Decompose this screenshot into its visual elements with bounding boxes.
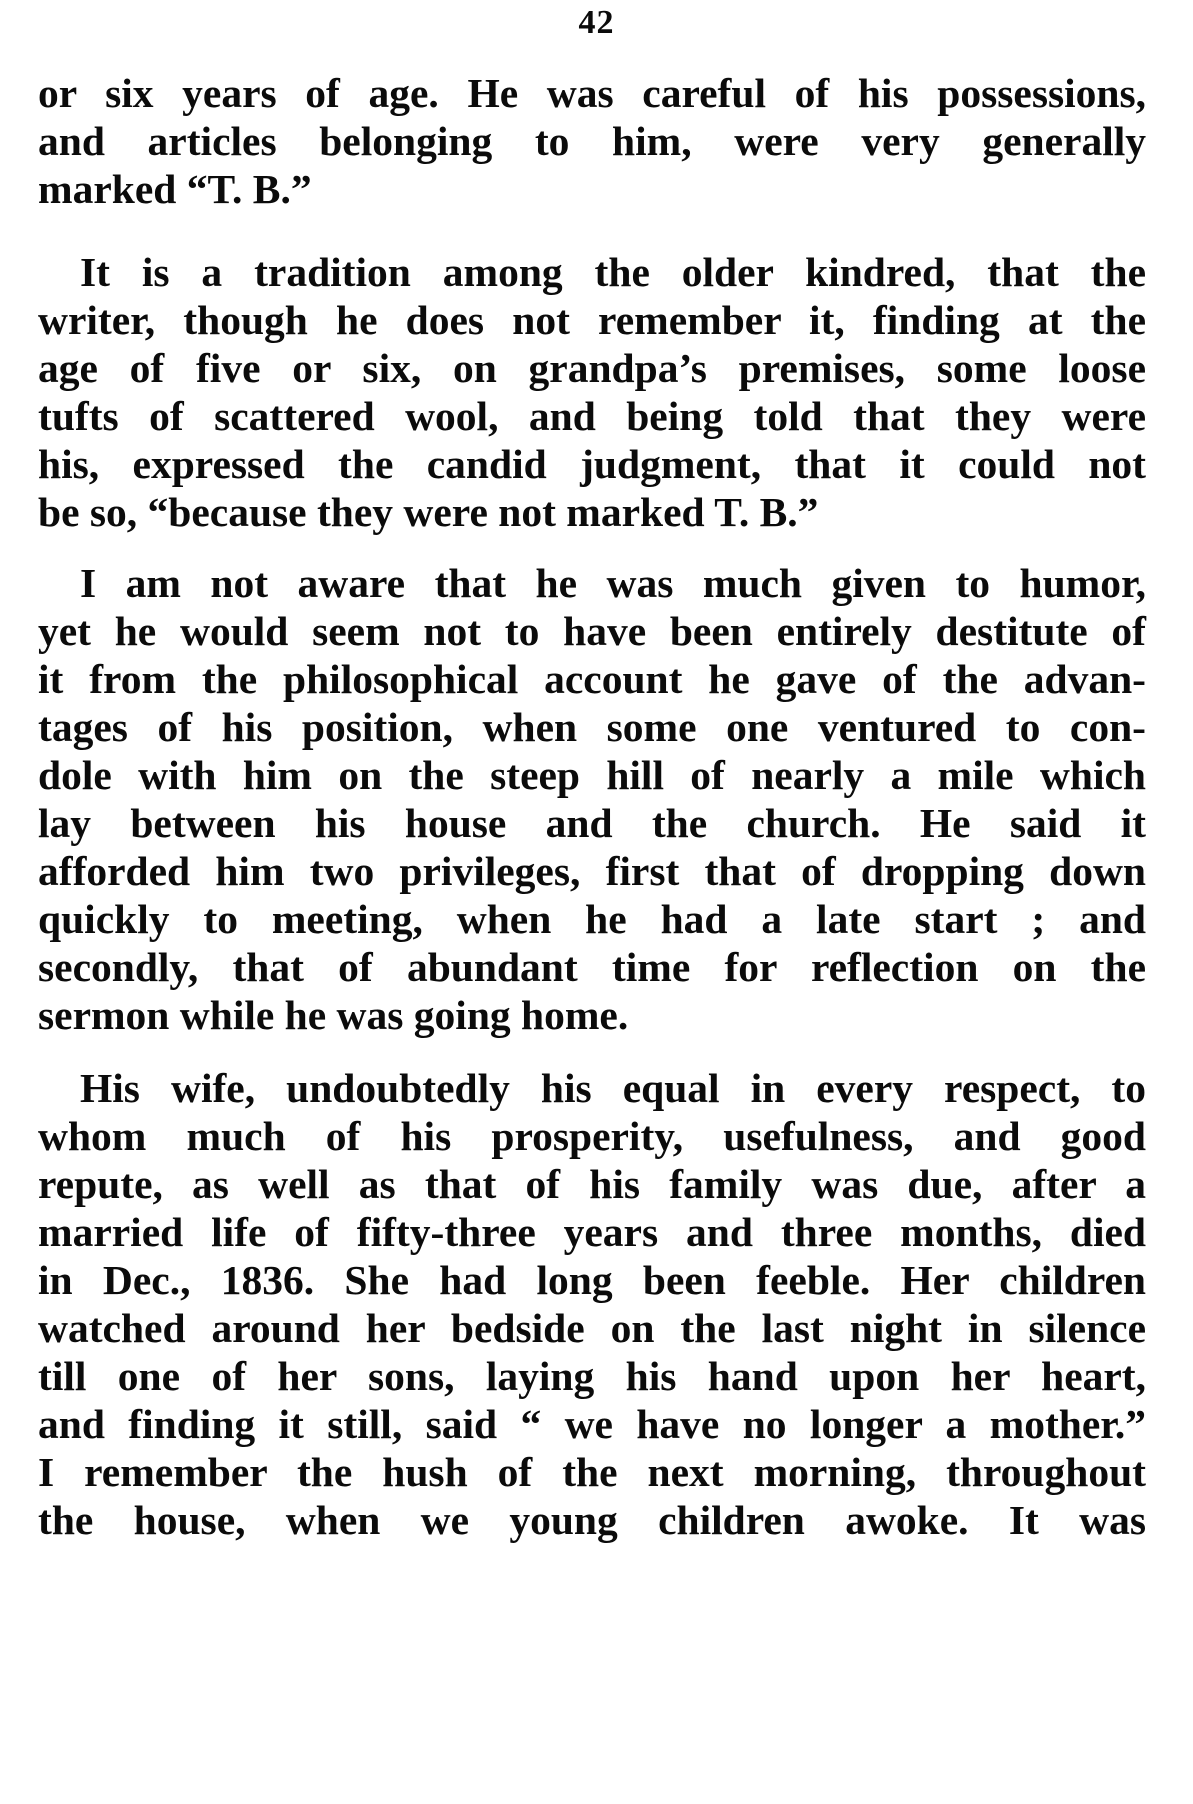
paragraph-4-line-10: the house, when we young children awoke. It was — [38, 1497, 1146, 1543]
paragraph-4-line-9: I remember the hush of the next morning, throughout — [38, 1449, 1146, 1495]
paragraph-4-line-7: till one of her sons, laying his hand upon her heart, — [38, 1353, 1146, 1399]
paragraph-3-line-1: I am not aware that he was much given to humor, — [80, 560, 1146, 606]
paragraph-2-line-1: It is a tradition among the older kindred, that the — [80, 249, 1146, 295]
paragraph-3-line-9: secondly, that of abundant time for reflection on the — [38, 944, 1146, 990]
paragraph-3-line-7: afforded him two privileges, first that of dropping down — [38, 848, 1146, 894]
paragraph-3-line-4: tages of his position, when some one ventured to con- — [38, 704, 1146, 750]
paragraph-2-line-6: be so, “because they were not marked T. B.” — [38, 489, 819, 535]
page-number: 42 — [578, 4, 615, 41]
paragraph-4-line-1: His wife, undoubtedly his equal in every respect, to — [80, 1065, 1146, 1111]
paragraph-3-line-5: dole with him on the steep hill of nearly a mile which — [38, 752, 1146, 798]
paragraph-4-line-3: repute, as well as that of his family was due, after a — [38, 1161, 1146, 1207]
paragraph-4-line-8: and finding it still, said “ we have no longer a mother.” — [38, 1401, 1146, 1447]
paragraph-3-line-2: yet he would seem not to have been entirely destitute of — [38, 608, 1146, 654]
paragraph-4-line-6: watched around her bedside on the last night in silence — [38, 1305, 1146, 1351]
paragraph-2-line-2: writer, though he does not remember it, finding at the — [38, 297, 1146, 343]
paragraph-1-line-2: and articles belonging to him, were very generally — [38, 118, 1146, 164]
paragraph-2-line-4: tufts of scattered wool, and being told that they were — [38, 393, 1146, 439]
paragraph-1-line-1: or six years of age. He was careful of his possessions, — [38, 70, 1146, 116]
paragraph-3-line-8: quickly to meeting, when he had a late start ; and — [38, 896, 1146, 942]
paragraph-3-line-6: lay between his house and the church. He said it — [38, 800, 1146, 846]
paragraph-2-line-3: age of five or six, on grandpa’s premises, some loose — [38, 345, 1146, 391]
paragraph-4-line-5: in Dec., 1836. She had long been feeble. Her children — [38, 1257, 1146, 1303]
paragraph-3-line-10: sermon while he was going home. — [38, 992, 629, 1038]
paragraph-2-line-5: his, expressed the candid judgment, that it could not — [38, 441, 1146, 487]
paragraph-3-line-3: it from the philosophical account he gave of the advan- — [38, 656, 1146, 702]
paragraph-1-line-3: marked “T. B.” — [38, 166, 312, 212]
paragraph-4-line-2: whom much of his prosperity, usefulness, and good — [38, 1113, 1146, 1159]
paragraph-4-line-4: married life of fifty-three years and three months, died — [38, 1209, 1146, 1255]
